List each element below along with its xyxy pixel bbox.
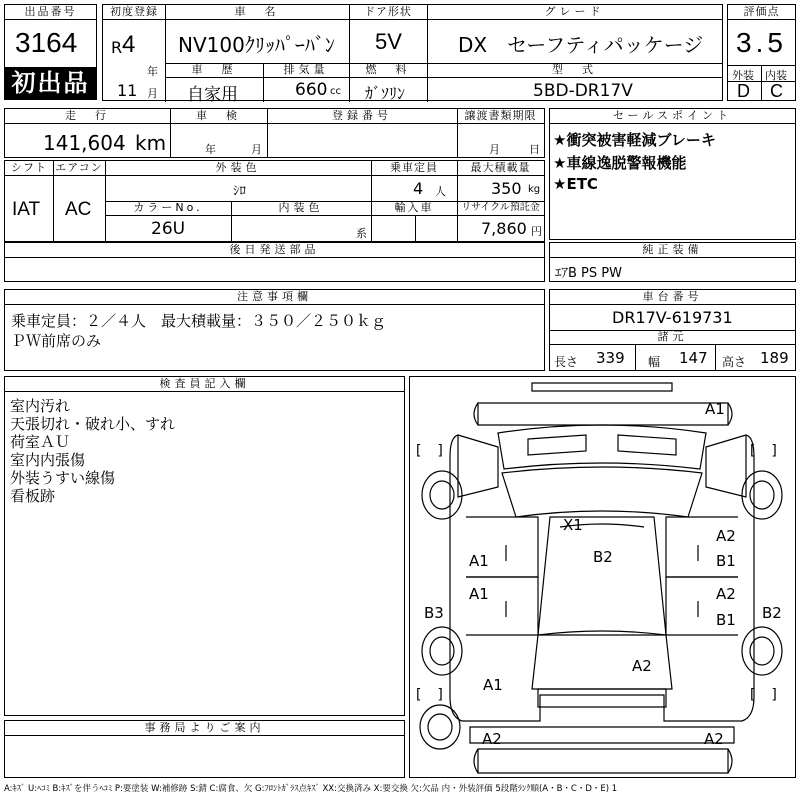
inspection-label: 車 検: [170, 109, 267, 124]
mark-right-b1-upper: B1: [716, 552, 736, 570]
score-box: [727, 4, 796, 101]
mark-left-a1-lower: A1: [469, 585, 489, 603]
mileage-unit: km: [135, 131, 167, 155]
mark-front-a1: A1: [705, 400, 725, 418]
first-reg-month: 11: [117, 81, 138, 100]
width: 147: [679, 349, 708, 367]
first-listing-text: 初出品: [11, 69, 90, 97]
car-name-label: 車 名: [165, 5, 349, 20]
inspector-note-2: 天張切れ・破れ小、すれ: [10, 415, 176, 433]
bracket-front-right: [ ]: [748, 443, 779, 459]
month-unit: 月: [147, 87, 158, 100]
width-label: 幅: [648, 355, 661, 369]
year-unit: 年: [147, 65, 158, 78]
notes-line-2: ＰＷ前席のみ: [11, 332, 102, 350]
inspector-note-4: 室内内張傷: [10, 451, 86, 469]
ext-color: ｼﾛ: [233, 184, 246, 199]
mark-a2-roof: A2: [632, 657, 652, 675]
mileage-box: [4, 108, 545, 158]
displacement: 660: [295, 80, 328, 100]
exterior-grade: D: [737, 81, 750, 101]
recycle-unit: 円: [531, 225, 542, 238]
recycle: 7,860: [481, 219, 527, 238]
inspector-note-1: 室内汚れ: [10, 397, 71, 415]
bracket-rear-left: [ ]: [414, 687, 445, 703]
sales-point-1: ★衝突被害軽減ブレーキ: [553, 131, 716, 149]
mark-right-a2-upper: A2: [716, 527, 736, 545]
color-no: 26U: [151, 219, 186, 239]
interior-grade: C: [770, 81, 783, 101]
exterior-label: 外装: [732, 69, 754, 82]
sales-point-2: ★車線逸脱警報機能: [553, 154, 687, 172]
vehicle-header-box: [102, 4, 723, 105]
sales-points-label: セールスポイント: [550, 109, 795, 124]
history: 自家用: [187, 85, 238, 105]
max-load: 350: [491, 179, 522, 198]
mark-left-a1-upper: A1: [469, 552, 489, 570]
car-diagram: [410, 377, 795, 777]
ac-label: エアコン: [53, 161, 105, 176]
fuel-label: 燃 料: [349, 63, 427, 78]
genuine-equipment-label: 純正装備: [550, 243, 795, 258]
inspector-note-3: 荷室ＡＵ: [10, 433, 71, 451]
office-box: [4, 720, 405, 778]
capacity: 4: [413, 179, 424, 198]
model-code-label: 型 式: [427, 63, 722, 78]
lot-number-box: [4, 4, 97, 100]
sales-point-3: ★ETC: [553, 175, 598, 193]
inspection-year-unit: 年: [205, 143, 216, 156]
transfer-month-unit: 月: [489, 143, 500, 156]
notes-line-1: 乗車定員：２／４人 最大積載量：３５０／２５０ｋｇ: [11, 312, 387, 330]
mark-right-b1-lower: B1: [716, 611, 736, 629]
mark-a2-rear-right: A2: [704, 730, 724, 748]
import-label: 輸入車: [371, 201, 457, 216]
transfer-day-unit: 日: [529, 143, 540, 156]
chassis-label: 車台番号: [550, 290, 795, 305]
shift: IAT: [12, 199, 41, 220]
door-label: ドア形状: [349, 5, 427, 20]
lot-number: 3164: [15, 27, 78, 58]
legend-footer: A:ｷｽﾞ U:ﾍｺﾐ B:ｷｽﾞを伴うﾍｺﾐ P:要塗装 W:補修跡 S:錆 C:腐食、欠 G:ﾌﾛﾝﾄｶﾞﾗｽ点ｷｽﾞ XX:交換済み X:要交換 欠:欠品 内・外装評価 5段階ﾗﾝｸ順(A・B・C・D・E) 1: [4, 784, 618, 794]
door-type: 5V: [375, 29, 402, 54]
transfer-label: 譲渡書類期限: [457, 109, 544, 124]
length-label: 長さ: [554, 355, 579, 369]
genuine-equipment-box: [549, 242, 796, 282]
chassis-number: DR17V-619731: [612, 308, 733, 327]
fuel: ｶﾞｿﾘﾝ: [365, 84, 406, 103]
bracket-front-left: [ ]: [414, 443, 445, 459]
lot-number-label: 出品番号: [5, 5, 96, 20]
mark-a1-rear-left: A1: [483, 676, 503, 694]
notes-box: [4, 289, 545, 371]
grade-label: グレード: [427, 5, 722, 20]
inspector-label: 検査員記入欄: [5, 377, 404, 392]
era: R: [111, 38, 123, 57]
chassis-box: [549, 289, 796, 371]
shift-label: シフト: [5, 161, 53, 176]
mark-x1: X1: [563, 516, 583, 534]
capacity-unit: 人: [435, 185, 446, 198]
mark-right-a2-lower: A2: [716, 585, 736, 603]
inspector-note-6: 看板跡: [10, 487, 56, 505]
notes-label: 注意事項欄: [5, 290, 544, 305]
recycle-label: リサイクル預託金: [457, 201, 544, 216]
first-reg-label: 初度登録: [103, 5, 165, 20]
score: 3.5: [736, 27, 787, 58]
interior-label: 内装: [765, 69, 787, 82]
score-label: 評価点: [728, 5, 795, 20]
height: 189: [760, 349, 789, 367]
max-load-label: 最大積載量: [457, 161, 544, 176]
int-color-label: 内装色: [231, 201, 371, 216]
color-no-label: カラーNo.: [105, 201, 231, 216]
capacity-label: 乗車定員: [371, 161, 457, 176]
inspection-month-unit: 月: [251, 143, 262, 156]
mileage: 141,604: [43, 131, 126, 155]
inspector-box: [4, 376, 405, 716]
ac: AC: [65, 199, 92, 220]
sales-points-box: [549, 108, 796, 240]
int-color-unit: 系: [356, 227, 367, 240]
office-label: 事務局よりご案内: [5, 721, 404, 736]
mark-b3: B3: [424, 604, 444, 622]
later-parts-box: [4, 242, 545, 282]
mark-b2-right: B2: [762, 604, 782, 622]
spec-box: [4, 160, 545, 242]
max-load-unit: kg: [528, 184, 541, 195]
height-label: 高さ: [722, 355, 747, 369]
history-label: 車 歴: [165, 63, 263, 78]
length: 339: [596, 349, 625, 367]
genuine-equipment: ｴｱB PS PW: [555, 266, 622, 281]
mark-a2-rear-left: A2: [482, 730, 502, 748]
mileage-label: 走 行: [5, 109, 170, 124]
displacement-label: 排気量: [263, 63, 349, 78]
car-name: NV100ｸﾘｯﾊﾟｰﾊﾞﾝ: [178, 33, 335, 57]
inspector-note-5: 外装うすい線傷: [10, 469, 116, 487]
displacement-unit: cc: [330, 86, 341, 97]
later-parts-label: 後日発送部品: [5, 243, 544, 258]
bracket-rear-right: [ ]: [748, 687, 779, 703]
damage-diagram-box: [409, 376, 796, 778]
first-reg-year: 4: [122, 31, 136, 58]
reg-no-label: 登録番号: [267, 109, 457, 124]
model-code: 5BD-DR17V: [533, 81, 633, 101]
first-listing-badge: [5, 67, 96, 99]
grade: DX セーフティパッケージ: [458, 33, 704, 57]
mark-b2-center: B2: [593, 548, 613, 566]
specs-label: 諸元: [550, 330, 795, 345]
ext-color-label: 外装色: [105, 161, 371, 176]
